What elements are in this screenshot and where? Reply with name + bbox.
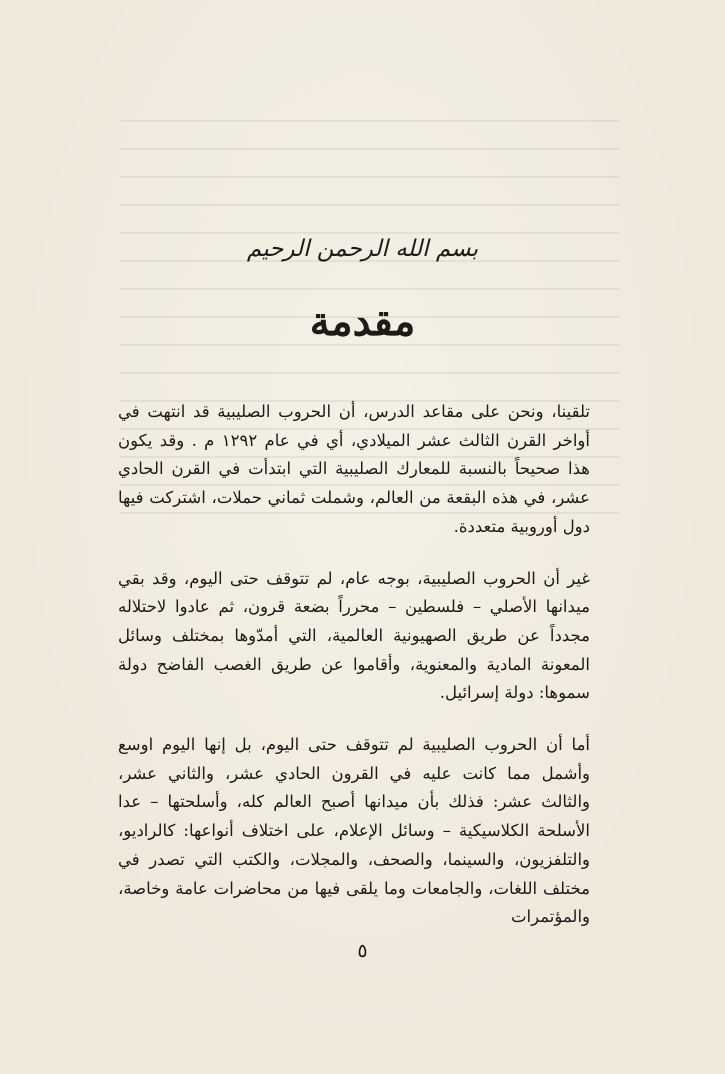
paragraph-2: غير أن الحروب الصليبية، بوجه عام، لم تتوقف حتى اليوم، وقد بقي ميدانها الأصلي – فلسطين – محرراً بضعة قرون، ثم عادوا لاحتلاله مجدداً عن طريق الصهيونية العالمية، التي أمدّوها بمختلف وسائل المعونة المادية والمعنوية، وأقاموا عن طريق الغصب الفاضح دولة سموها: دولة إسرائيل. <box>118 568 590 703</box>
paragraph-1: تلقينا، ونحن على مقاعد الدرس، أن الحروب الصليبية قد انتهت في أواخر القرن الثالث عشر الميلادي، أي في عام ١٢٩٢ م . وقد يكون هذا صحيحاً بالنسبة للمعارك الصليبية التي ابتدأت في القرن الحادي عشر، في هذه البقعة من العالم، وشملت ثماني حملات، اشتركت فيها دول أوروبية متعددة. <box>118 402 590 536</box>
basmala-calligraphy: بسم الله الرحمن الرحيم <box>246 236 479 262</box>
page-number: ٥ <box>357 940 368 962</box>
chapter-heading: مقدمة <box>309 298 416 345</box>
paragraph-3: أما أن الحروب الصليبية لم تتوقف حتى اليوم، بل إنها اليوم اوسع وأشمل مما كانت عليه في القرون الحادي عشر، والثاني عشر، والثالث عشر: فذلك بأن ميدانها أصبح العالم كله، وأسلحتها – عدا الأسلحة الكلاسيكية – وسائل الإعلام، على اختلاف أنواعها: كالراديو، والتلفزيون، والسينما، والصحف، والمجلات، والكتب التي تصدر في مختلف اللغات، والجامعات وما يلقى فيها من محاضرات عامة وخاصة، والمؤتمرات <box>118 735 590 927</box>
body-text <box>118 398 590 955</box>
